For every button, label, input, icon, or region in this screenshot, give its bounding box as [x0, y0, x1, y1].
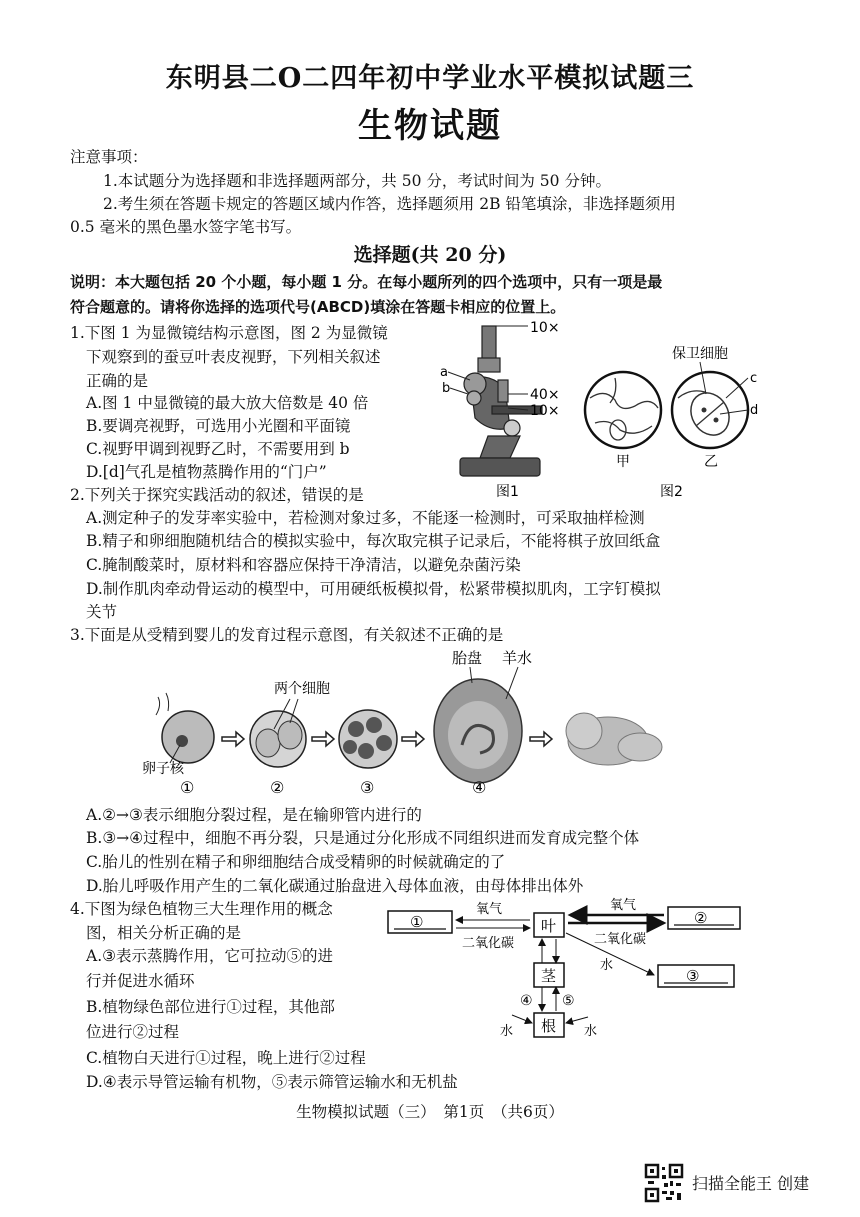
egg-nucleus-label: 卵子核	[142, 761, 184, 777]
q1-option-c: C.视野甲调到视野乙时，不需要用到 b	[86, 440, 350, 458]
q4-option-c: C.植物白天进行①过程，晚上进行②过程	[86, 1049, 366, 1067]
q4-stem-2: 图，相关分析正确的是	[86, 924, 242, 942]
q1-option-b: B.要调亮视野，可选用小光圈和平面镜	[86, 417, 351, 435]
q4-figure	[380, 893, 760, 1048]
notes-line-2b: 0.5 毫米的黑色墨水签字笔书写。	[70, 218, 302, 236]
qr-code-icon	[644, 1163, 684, 1203]
field-yi-drawing	[672, 372, 748, 448]
section-desc-2: 符合题意的。请将你选择的选项代号(ABCD)填涂在答题卡相应的位置上。	[70, 298, 566, 316]
objective-10: 10×	[530, 403, 560, 419]
objective-40: 40×	[530, 387, 560, 403]
arrow-4-label: ④	[520, 993, 533, 1009]
root-label: 根	[541, 1017, 557, 1035]
q1-stem-2: 下观察到的蚕豆叶表皮视野，下列相关叙述	[86, 348, 381, 366]
two-cells-label: 两个细胞	[274, 681, 330, 697]
section-desc-1: 说明：本大题包括 20 个小题，每小题 1 分。在每小题所列的四个选项中，只有一项是最	[70, 273, 663, 291]
field-yi-label: 乙	[704, 454, 718, 470]
water-in-right: 水	[584, 1024, 598, 1039]
notes-heading: 注意事项：	[70, 148, 148, 166]
q1-stem-3: 正确的是	[86, 372, 149, 390]
q3-option-a: A.②→③表示细胞分裂过程，是在输卵管内进行的	[86, 806, 422, 824]
box-2-label: ②	[694, 909, 708, 927]
placenta-label: 胎盘	[452, 649, 483, 667]
q2-option-a: A.测定种子的发芽率实验中，若检测对象过多，不能逐一检测时，可采取抽样检测	[86, 509, 645, 527]
page-footer: 生物模拟试题（三） 第1页 （共6页）	[296, 1103, 564, 1121]
q2-option-c: C.腌制酸菜时，原材料和容器应保持干净清洁，以避免杂菌污染	[86, 556, 521, 574]
stage-1-number: ①	[180, 778, 195, 797]
arrow-5-label: ⑤	[562, 993, 575, 1009]
subject-title: 生物试题	[358, 106, 502, 146]
label-d: d	[750, 403, 759, 418]
q1-stem-1: 1.下图 1 为显微镜结构示意图，图 2 为显微镜	[70, 324, 388, 342]
q4-stem-1: 4.下图为绿色植物三大生理作用的概念	[70, 900, 333, 918]
q3-stem: 3.下面是从受精到婴儿的发育过程示意图，有关叙述不正确的是	[70, 626, 504, 644]
eyepiece-mag: 10×	[530, 320, 560, 336]
amniotic-label: 羊水	[502, 649, 533, 667]
multicell-drawing	[339, 710, 397, 768]
co2-left: 二氧化碳	[462, 936, 515, 951]
q4-option-b-2: 位进行②过程	[86, 1023, 180, 1041]
water-in-left: 水	[500, 1024, 514, 1039]
label-a: a	[440, 365, 448, 380]
stage-3-number: ③	[360, 778, 375, 797]
water-right: 水	[600, 958, 614, 973]
label-c: c	[750, 371, 758, 386]
box-1-label: ①	[410, 913, 424, 931]
section-title: 选择题(共 20 分)	[353, 244, 507, 266]
q2-stem: 2.下列关于探究实践活动的叙述，错误的是	[70, 486, 364, 504]
q3-figure	[140, 645, 700, 805]
leaf-label: 叶	[541, 917, 557, 935]
box-3-label: ③	[686, 967, 700, 985]
notes-line-1: 1.本试题分为选择题和非选择题两部分，共 50 分，考试时间为 50 分钟。	[103, 172, 611, 190]
fig1-label: 图1	[496, 484, 519, 500]
q2-option-b: B.精子和卵细胞随机结合的模拟实验中，每次取完棋子记录后，不能将棋子放回纸盒	[86, 532, 661, 550]
field-jia-label: 甲	[616, 454, 630, 470]
stage-4-number: ④	[472, 778, 487, 797]
q3-option-d: D.胎儿呼吸作用产生的二氧化碳通过胎盘进入母体血液，由母体排出体外	[86, 877, 584, 895]
scanner-watermark	[644, 1162, 854, 1204]
zygote-drawing	[156, 693, 214, 763]
baby-drawing	[566, 713, 662, 765]
stem-label: 茎	[541, 967, 557, 985]
q1-option-a: A.图 1 中显微镜的最大放大倍数是 40 倍	[86, 394, 369, 412]
q4-option-d: D.④表示导管运输有机物，⑤表示筛管运输水和无机盐	[86, 1073, 458, 1091]
q3-option-b: B.③→④过程中，细胞不再分裂，只是通过分化形成不同组织进而发育成完整个体	[86, 829, 640, 847]
q2-option-d-1: D.制作肌肉牵动骨运动的模型中，可用硬纸板模拟骨，松紧带模拟肌肉，工字钉模拟	[86, 580, 661, 598]
q2-option-d-2: 关节	[86, 603, 118, 621]
two-cell-drawing	[250, 711, 306, 767]
q4-option-b-1: B.植物绿色部位进行①过程，其他部	[86, 998, 335, 1016]
stage-2-number: ②	[270, 778, 285, 797]
scanner-text: 扫描全能王 创建	[692, 1174, 810, 1193]
guard-cell-label: 保卫细胞	[672, 346, 728, 362]
oxygen-left: 氧气	[476, 902, 503, 917]
co2-right: 二氧化碳	[594, 932, 647, 947]
q1-option-d: D.[d]气孔是植物蒸腾作用的“门户”	[86, 463, 327, 481]
label-b: b	[442, 381, 451, 396]
q4-option-a-1: A.③表示蒸腾作用，它可拉动⑤的进	[86, 947, 334, 965]
field-jia-drawing	[585, 372, 661, 448]
q1-figure	[430, 318, 770, 503]
q4-option-a-2: 行并促进水循环	[86, 972, 195, 990]
q3-option-c: C.胎儿的性别在精子和卵细胞结合成受精卵的时候就确定的了	[86, 853, 506, 871]
fig2-label: 图2	[660, 484, 683, 500]
exam-title: 东明县二O二四年初中学业水平模拟试题三	[165, 63, 695, 94]
notes-line-2a: 2.考生须在答题卡规定的答题区域内作答，选择题须用 2B 铅笔填涂，非选择题须用	[103, 195, 676, 213]
oxygen-right: 氧气	[610, 898, 637, 913]
embryo-drawing	[434, 679, 522, 783]
